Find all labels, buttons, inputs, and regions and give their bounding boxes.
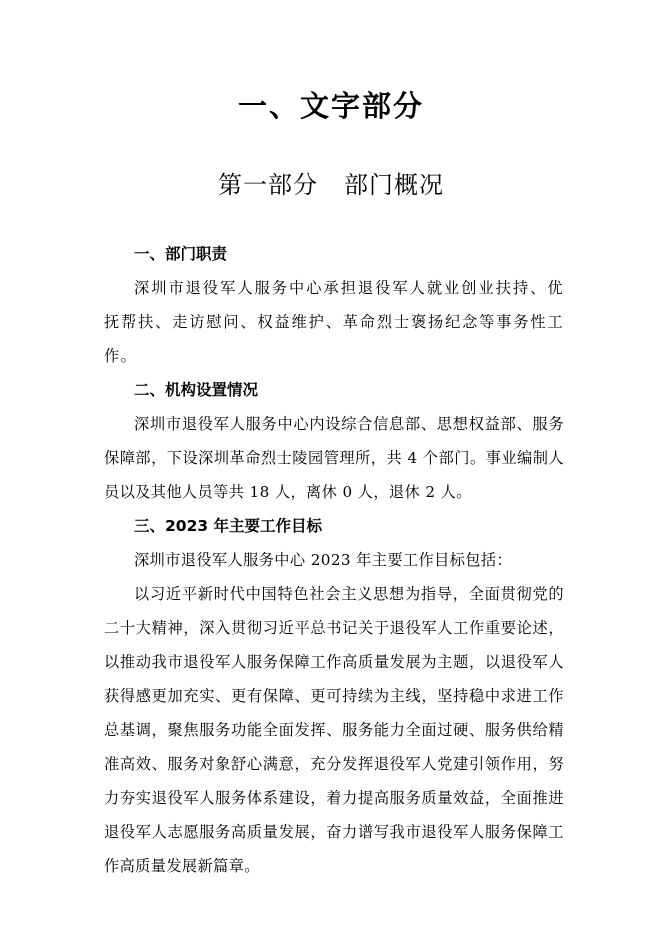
paragraph-organization: 深圳市退役军人服务中心内设综合信息部、思想权益部、服务保障部，下设深圳革命烈士陵园管理所，共 4 个部门。事业编制人员以及其他人员等共 18 人，离休 0 人，退休 2 人。 [104,415,564,501]
paragraph-duties: 深圳市退役军人服务中心承担退役军人就业创业扶持、优抚帮扶、走访慰问、权益维护、革命烈士褒扬纪念等事务性工作。 [104,279,564,365]
part-title-name: 部门概况 [344,171,444,199]
section-heading-duties: 一、部门职责 [134,245,228,263]
paragraph-goals-intro: 深圳市退役军人服务中心 2023 年主要工作目标包括： [134,551,513,569]
part-title-number: 第一部分 [218,171,318,199]
part-title [0,168,662,202]
section-heading-goals: 三、2023 年主要工作目标 [134,517,323,535]
main-title: 一、文字部分 [237,89,424,123]
paragraph-goals-detail: 以习近平新时代中国特色社会主义思想为指导，全面贯彻党的二十大精神，深入贯彻习近平总书记关于退役军人工作重要论述，以推动我市退役军人服务保障工作高质量发展为主题，以退役军人获得感更加充实、更有保障、更可持续为主线，坚持稳中求进工作总基调，聚焦服务功能全面发挥、服务能力全面过硬、服务供给精准高效、服务对象舒心满意，充分发挥退役军人党建引领作用，努力夯实退役军人服务体系建设，着力提高服务质量效益，全面推进退役军人志愿服务高质量发展，奋力谱写我市退役军人服务保障工作高质量发展新篇章。 [104,585,564,875]
document-body [104,237,564,883]
section-heading-organization: 二、机构设置情况 [134,381,259,399]
